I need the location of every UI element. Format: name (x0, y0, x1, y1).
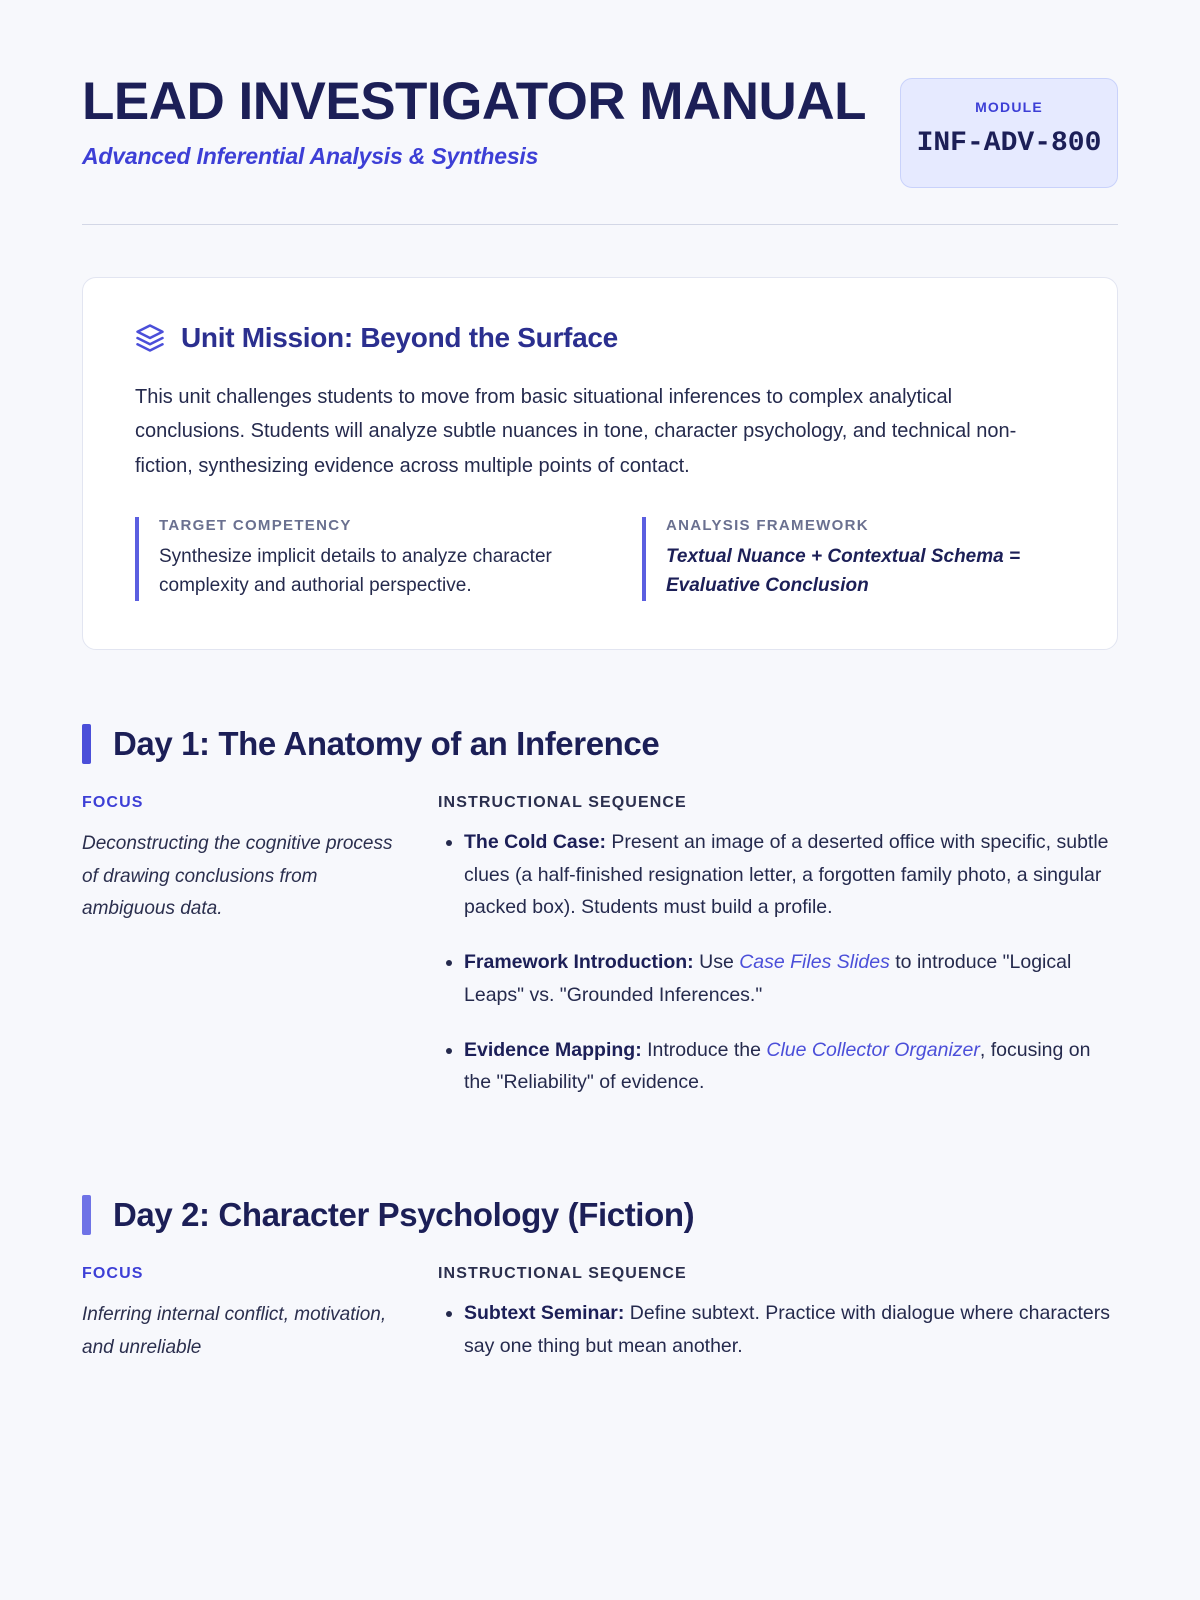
day-2-title: Day 2: Character Psychology (Fiction) (113, 1196, 695, 1234)
day-1-focus-column (82, 794, 400, 1121)
item-text-2: , focusing on the "Reliability" of evidence. (464, 1038, 1091, 1094)
day-1-title: Day 1: The Anatomy of an Inference (113, 724, 660, 762)
item-lead: Framework Introduction: (464, 951, 694, 974)
item-text: Use (693, 951, 740, 974)
unit-mission-columns (135, 517, 1065, 601)
day-1-sequence-column (438, 794, 1118, 1121)
item-lead: Subtext Seminar: (464, 1302, 625, 1325)
day-section-1 (82, 724, 1118, 1121)
target-competency-text: Synthesize implicit details to analyze character complexity and authorial perspective. (159, 545, 552, 597)
analysis-framework-block (642, 517, 1065, 601)
item-text: Define subtext. Practice with dialogue where characters say one thing but mean another. (464, 1302, 1110, 1357)
day-1-sequence-label: INSTRUCTIONAL SEQUENCE (438, 793, 687, 811)
day-1-accent-bar (82, 724, 91, 764)
day-section-2 (82, 1195, 1118, 1385)
day-2-focus-label: FOCUS (82, 1265, 144, 1283)
header-text-block (82, 72, 866, 170)
item-text: Introduce the (641, 1038, 767, 1061)
module-badge-label: MODULE (975, 99, 1043, 115)
day-2-sequence-label: INSTRUCTIONAL SEQUENCE (438, 1265, 687, 1283)
layers-icon (135, 323, 165, 353)
day-1-focus-text: Deconstructing the cognitive process of drawing conclusions from ambiguous data. (82, 832, 393, 920)
target-competency-block (135, 517, 558, 601)
unit-mission-title: Unit Mission: Beyond the Surface (181, 321, 618, 353)
list-item (464, 1034, 1118, 1100)
day-1-columns (82, 794, 1118, 1121)
unit-mission-header (135, 322, 1065, 354)
item-lead: Evidence Mapping: (464, 1038, 642, 1061)
day-2-accent-bar (82, 1195, 91, 1235)
item-lead: The Cold Case: (464, 830, 606, 853)
day-1-heading (82, 724, 1118, 764)
unit-mission-body: This unit challenges students to move from basic situational inferences to complex analytical conclusions. Students will analyze subtle nuances in tone, character psychology, and technical non-fiction, synthesizing evidence across multiple points of contact. (135, 385, 1017, 477)
list-item (464, 826, 1118, 924)
analysis-framework-text: Textual Nuance + Contextual Schema = Evaluative Conclusion (666, 545, 1021, 597)
item-text-2: to introduce "Logical Leaps" vs. "Grounded Inferences." (464, 951, 1072, 1006)
unit-mission-card (82, 277, 1118, 650)
day-2-focus-text: Inferring internal conflict, motivation, and unreliable (82, 1304, 387, 1358)
day-1-sequence-list (438, 826, 1118, 1099)
page-subtitle: Advanced Inferential Analysis & Synthesis (82, 143, 539, 170)
list-item (464, 946, 1118, 1012)
document-header (82, 72, 1118, 188)
page-title: LEAD INVESTIGATOR MANUAL (82, 72, 866, 131)
day-2-columns (82, 1265, 1118, 1385)
item-text: Present an image of a deserted office with specific, subtle clues (a half-finished resignation letter, a forgotten family photo, a singular packed box). Students must build a profile. (464, 830, 1109, 919)
header-divider (82, 224, 1118, 225)
day-2-heading (82, 1195, 1118, 1235)
resource-link[interactable]: Case Files Slides (739, 951, 890, 974)
module-badge (900, 78, 1118, 188)
analysis-framework-label: ANALYSIS FRAMEWORK (666, 516, 869, 534)
day-2-focus-column (82, 1265, 400, 1385)
resource-link[interactable]: Clue Collector Organizer (766, 1038, 980, 1061)
day-1-focus-label: FOCUS (82, 793, 144, 811)
day-2-sequence-column (438, 1265, 1118, 1385)
day-2-sequence-list (438, 1297, 1118, 1363)
list-item (464, 1297, 1118, 1363)
module-badge-code: INF-ADV-800 (916, 128, 1102, 159)
target-competency-label: TARGET COMPETENCY (159, 516, 352, 534)
